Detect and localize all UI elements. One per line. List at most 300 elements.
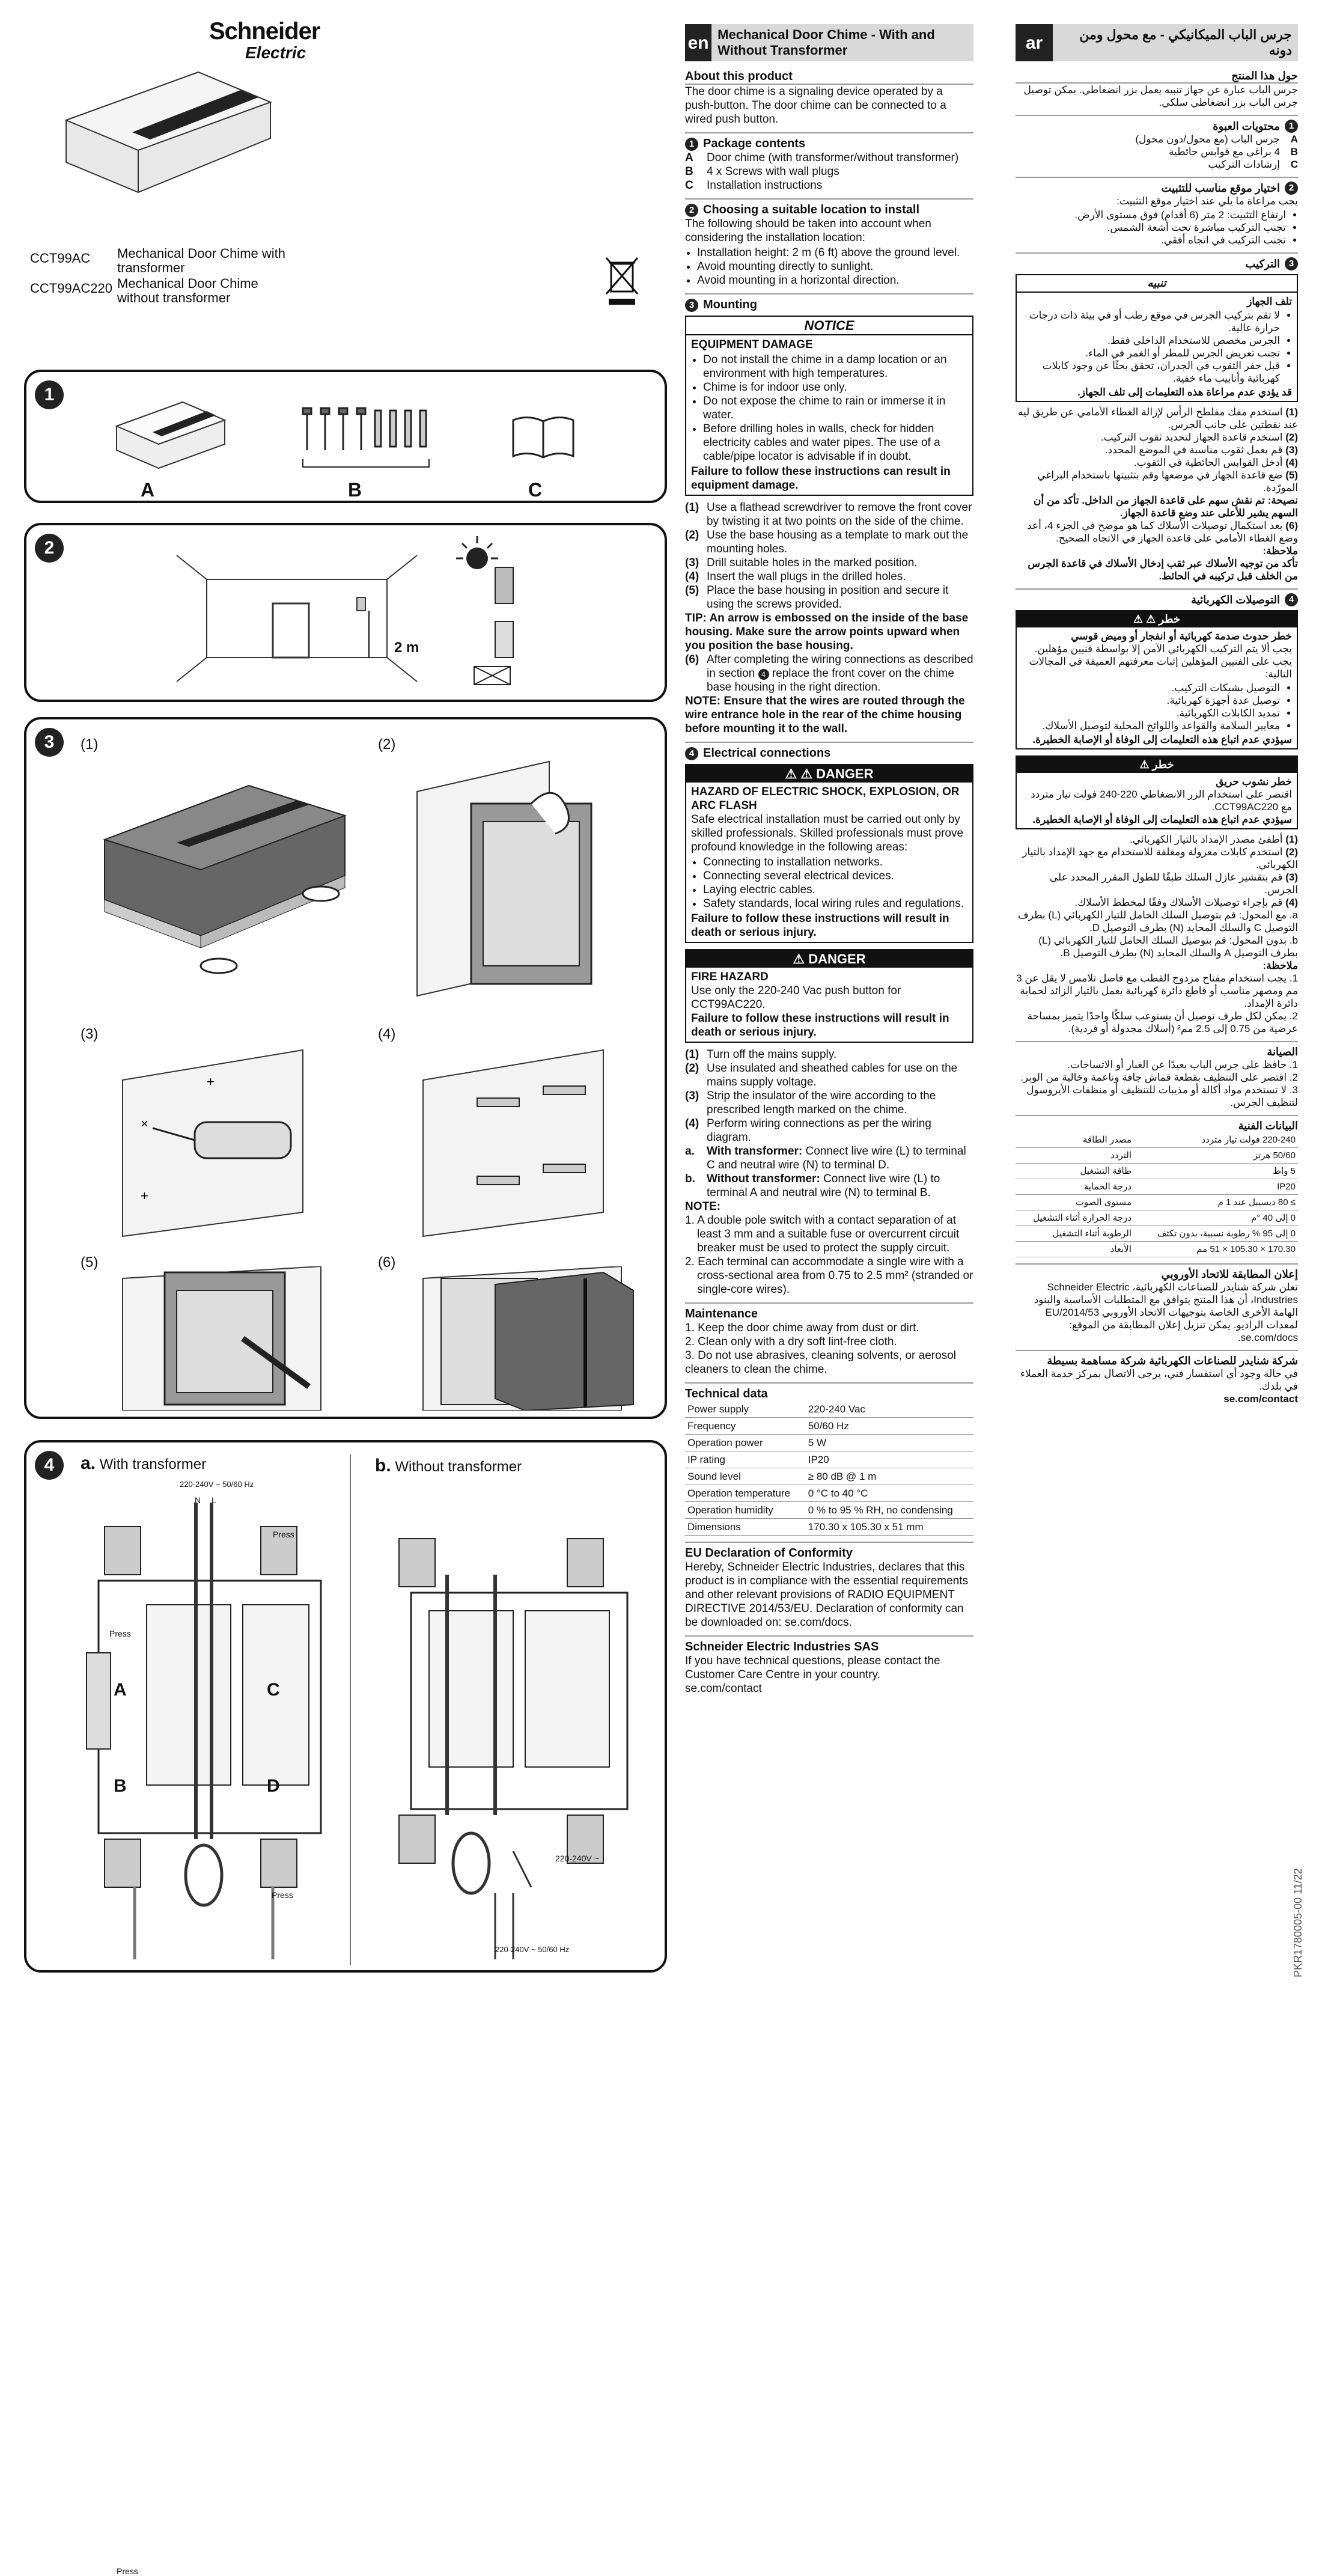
en-danger-box-1 (685, 764, 973, 943)
table-row (1016, 1164, 1298, 1179)
step-text: Connect live wire (L) to terminal C and neutral wire (N) to terminal D. (707, 1145, 966, 1171)
step-key: (1) (685, 501, 699, 514)
en-maint-list (685, 1321, 973, 1376)
ar-tech-table (1016, 1132, 1298, 1257)
ar-s1-items (1016, 133, 1298, 171)
wiring-b-heading (375, 1456, 522, 1476)
ar-sas-text: في حالة وجود أي استفسار فني، يرجى الاتصال بمركز خدمة العملاء في بلدك. (1020, 1368, 1298, 1392)
insert-plugs-diagram (405, 1044, 657, 1242)
item-value: جرس الباب (مع محول/دون محول) (1135, 133, 1280, 145)
table-row (685, 1485, 973, 1502)
en-step6 (685, 653, 973, 694)
list-item: • Before drilling holes in walls, check for hidden electricity cables and water pipes. The use of a cable/pipe locator is advisable if in doubt. (703, 422, 967, 463)
danger-title: خطر حدوث صدمة كهربائية أو انفجار أو وميض قوسي (1071, 630, 1292, 642)
item-value: 4 براغي مع قوابس حائطية (1168, 146, 1280, 157)
danger-text: اقتصر على استخدام الزر الانضغاطي 220-240 فولت تيار متردد مع CCT99AC220. (1031, 789, 1292, 813)
tech-key: مصدر الطاقة (1016, 1132, 1134, 1148)
section-title: Electrical connections (703, 746, 831, 760)
en-s1-heading (685, 132, 973, 151)
tech-key: التردد (1016, 1148, 1134, 1164)
step-key: (2) (685, 1062, 699, 1075)
en-notes (685, 1213, 973, 1296)
ar-s2-heading (1016, 177, 1298, 195)
tech-value: 220-240 Vac (806, 1401, 973, 1418)
danger-footer: Failure to follow these instructions will result in death or serious injury. (691, 1012, 949, 1039)
ar-sas-heading: شركة شنايدر للصناعات الكهربائية شركة مساهمة بسيطة (1016, 1350, 1298, 1367)
tech-value: 50/60 هرتز (1134, 1148, 1298, 1164)
step-text: قم بتقشير عازل السلك طبقًا للطول المقرر المحدد على الجرس. (1049, 871, 1298, 896)
panel-mounting (24, 717, 667, 1419)
section-title: Mounting (703, 298, 757, 311)
section-title: اختيار موقع مناسب للتثبيت (1161, 182, 1280, 194)
ar-maint-heading: الصيانة (1016, 1041, 1298, 1058)
step-key: (2) (1285, 432, 1298, 443)
step-key: (6) (1285, 520, 1298, 531)
chime-illustration (60, 66, 276, 204)
list-item: • تجنب التركيب مباشرة تحت أشعة الشمس. (1016, 221, 1286, 234)
wiring-a-letter: a. (81, 1453, 96, 1473)
item-key: B (685, 165, 693, 178)
svg-text:×: × (141, 1116, 148, 1131)
en-elec-steps (685, 1048, 973, 1200)
danger-text: Safe electrical installation must be carried out only by skilled professionals. Skilled professionals must prove profound knowledge in the following areas: (691, 813, 964, 853)
ar-tip: نصيحة: تم نقش سهم على قاعدة الجهاز من الداخل. تأكد من أن السهم يشير للأعلى عند وضع قاعدة الجهاز. (1034, 495, 1298, 519)
en-tech-heading: Technical data (685, 1382, 973, 1401)
list-item: • Safety standards, local wiring rules and regulations. (703, 897, 967, 911)
table-row (685, 1519, 973, 1536)
note-item: 1. يجب استخدام مفتاح مزدوج القطب مع فاصل تلامس لا يقل عن 3 مم ومصهر مناسب أو قاطع دائرة كهربائية يعمل بالتيار الزائد لحماية دائرة الإمداد. (1016, 972, 1298, 1009)
mark-holes-diagram (393, 755, 657, 1008)
step-text: Use the base housing as a template to mark out the mounting holes. (707, 529, 969, 555)
ar-s2-list (1016, 209, 1298, 246)
room-diagram (171, 549, 423, 688)
danger-title: FIRE HAZARD (691, 971, 769, 983)
item-key: B (1290, 146, 1298, 157)
step-text: استخدم مفك مفلطح الرأس لإزالة الغطاء الأمامي عن طريق ليه عند نقطتين على جانب الجرس. (1017, 406, 1298, 430)
en-s2-list (685, 246, 973, 287)
tech-key: Dimensions (685, 1519, 806, 1536)
step-key: (4) (685, 570, 699, 583)
tech-value: 0 °C to 40 °C (806, 1485, 973, 1502)
danger-footer: سيؤدي عدم اتباع هذه التعليمات إلى الوفاة أو الإصابة الخطيرة. (1032, 814, 1292, 825)
press-label-a3: Press (117, 2566, 138, 2576)
item-key: C (685, 179, 693, 192)
product-code-1: CCT99AC (30, 251, 91, 266)
table-row (1016, 1210, 1298, 1226)
en-sas-heading: Schneider Electric Industries SAS (685, 1635, 973, 1654)
step-label-1: (1) (81, 736, 99, 752)
brand-sub: Electric (245, 43, 306, 62)
step-text: أطفئ مصدر الإمداد بالتيار الكهربائي. (1130, 834, 1283, 845)
notice-heading: تنبيه (1017, 275, 1297, 293)
section-number: 3 (1285, 257, 1298, 270)
table-row (685, 1435, 973, 1451)
en-contact-link[interactable]: se.com/contact (685, 1682, 762, 1695)
en-about-text: The door chime is a signaling device operated by a push-button. The door chime can be connected to a wired push button. (685, 85, 946, 126)
ar-note-mount: تأكد من توجيه الأسلاك عبر ثقب إدخال الأسلاك في قاعدة الجرس من الخلف قبل تركيبه في الحائط. (1028, 558, 1298, 582)
en-s2-heading (685, 198, 973, 217)
item-key: C (1290, 159, 1298, 170)
ar-note-mount-heading: ملاحظة: (1263, 545, 1298, 557)
table-row (1016, 1195, 1298, 1210)
step-text: Strip the insulator of the wire according to the prescribed length marked on the chime. (707, 1090, 936, 1116)
ar-wiring-a: a. مع المحول: قم بتوصيل السلك الحامل للتيار الكهربائي (L) بطرف التوصيل C والسلك المحايد (N) بطرف التوصيل D. (1018, 909, 1298, 933)
table-row (685, 1401, 973, 1418)
notice-title: EQUIPMENT DAMAGE (691, 338, 813, 351)
en-header (685, 24, 973, 61)
tech-key: درجة الحماية (1016, 1179, 1134, 1195)
danger-label: خطر (1152, 758, 1174, 771)
en-s1-items (685, 151, 973, 192)
tech-key: Sound level (685, 1468, 806, 1485)
tech-key: مستوى الصوت (1016, 1195, 1134, 1210)
terminal-c: C (267, 1680, 280, 1700)
table-row (1016, 1242, 1298, 1257)
section-title: Package contents (703, 137, 806, 150)
danger-text: يجب ألا يتم التركيب الكهربائي الآمن إلا بواسطة فنيين مؤهلين. يجب على الفنيين المؤهلين إثبات معرفتهم العميقة في المجالات التالية: (1029, 643, 1292, 680)
tech-key: IP rating (685, 1451, 806, 1468)
label-a: A (141, 479, 155, 501)
en-eu-text: Hereby, Schneider Electric Industries, declares that this product is in compliance with the essential requirements and other relevant provisions of RADIO EQUIPMENT DIRECTIVE 2014/53/EU. Declaration of conformity can be downloaded on: se.com/docs. (685, 1561, 969, 1629)
press-label-a4: Press (272, 1890, 293, 1900)
en-about-heading: About this product (685, 70, 973, 85)
step-key: (3) (685, 1090, 699, 1102)
label-b: B (348, 479, 362, 501)
danger-heading (686, 950, 972, 968)
tech-value: 0 إلى 40 °م (1134, 1210, 1298, 1226)
panel-package-contents (24, 370, 667, 503)
step-key: (3) (685, 557, 699, 569)
list-item: • Connecting several electrical devices. (703, 869, 967, 883)
en-tech-table (685, 1401, 973, 1536)
en-mount-steps (685, 501, 973, 611)
tech-value: 0 إلى 95 % رطوبة نسبية، بدون تكثف (1134, 1226, 1298, 1242)
ar-s2-intro: يجب مراعاة ما يلي عند اختيار موقع التثبيت: (1116, 195, 1298, 207)
section-number: 2 (685, 204, 698, 217)
ar-s3-heading (1016, 252, 1298, 270)
list-item: • Connecting to installation networks. (703, 855, 967, 869)
list-item: 2. اقتصر على التنظيف بقطعة قماش جافة وناعمة وخالية من الوبر. (1020, 1072, 1298, 1083)
tech-value: 5 واط (1134, 1164, 1298, 1179)
en-maint-heading: Maintenance (685, 1302, 973, 1321)
table-row (685, 1451, 973, 1468)
danger-label: DANGER (808, 951, 866, 966)
press-label-a2: Press (273, 1530, 294, 1539)
list-item: • تجنب تعريض الجرس للمطر أو الغمر في الماء. (1022, 347, 1280, 359)
danger-heading (1017, 757, 1297, 773)
en-s4-heading (685, 742, 973, 760)
note-item: 2. يمكن لكل طرف توصيل أن يستوعب سلكًا واحدًا يتميز بمساحة عرضية من 0.75 إلى 2.5 مم² (أسلاك مجدولة أو فردية). (1027, 1010, 1298, 1034)
panel-number: 3 (35, 728, 64, 757)
panel-number: 2 (35, 534, 64, 563)
danger-label: خطر (1159, 613, 1181, 625)
step-bold: Without transformer: (707, 1173, 820, 1185)
terminal-a: A (114, 1680, 127, 1700)
chime-small-icon (105, 396, 237, 480)
wiring-a-label: With transformer (99, 1456, 207, 1473)
supply-label-b: 220-240V ~ (555, 1854, 599, 1863)
en-note-heading: NOTE: (685, 1200, 721, 1213)
tech-key: طاقة التشغيل (1016, 1164, 1134, 1179)
en-s3-heading (685, 293, 973, 312)
section-title: Choosing a suitable location to install (703, 203, 920, 216)
step-text: Use a flathead screwdriver to remove the front cover by twisting it at two points on the side of the chime. (707, 501, 972, 528)
step-text: After completing the wiring connections as described in section (707, 653, 973, 680)
en-sas-text: If you have technical questions, please contact the Customer Care Centre in your country. (685, 1655, 940, 1681)
brand-logo (209, 20, 320, 64)
screws-plugs-icon (291, 402, 447, 474)
step-label-2: (2) (378, 736, 396, 752)
list-item: • Chime is for indoor use only. (703, 380, 967, 394)
secure-base-diagram (105, 1266, 357, 1411)
en-title: Mechanical Door Chime - With and Without Transformer (717, 27, 935, 58)
terminal-d: D (267, 1776, 280, 1796)
remove-cover-diagram (93, 774, 357, 978)
press-label-a1: Press (109, 1629, 131, 1638)
tech-key: Operation power (685, 1435, 806, 1451)
step-key: (4) (1285, 457, 1298, 468)
notice-title: تلف الجهاز (1247, 296, 1292, 307)
notice-footer: Failure to follow these instructions can result in equipment damage. (691, 465, 951, 492)
ar-mount-steps (1016, 406, 1298, 494)
supply-label-b2: 220-240V ~ 50/60 Hz (495, 1945, 570, 1954)
step-key: (1) (1285, 834, 1298, 845)
step-key: (1) (1285, 406, 1298, 418)
tech-key: Operation temperature (685, 1485, 806, 1502)
item-key: A (1290, 133, 1298, 145)
wiring-diagram-b (387, 1503, 651, 1965)
ar-wiring-b: b. بدون المحول: قم بتوصيل السلك الحامل للتيار الكهربائي (L) بطرف التوصيل A والسلك المحايد (N) بطرف التوصيل B. (1038, 935, 1298, 959)
step-key: (4) (685, 1117, 699, 1130)
en-s2-intro: The following should be taken into account when considering the installation location: (685, 218, 931, 244)
tech-key: الأبعاد (1016, 1242, 1134, 1257)
notice-footer: قد يؤدي عدم مراعاة هذه التعليمات إلى تلف الجهاز. (1077, 386, 1292, 398)
tech-value: 170.30 x 105.30 x 51 mm (806, 1519, 973, 1536)
step-key: a. (685, 1145, 695, 1158)
table-row (1016, 1179, 1298, 1195)
ar-eu-text: تعلن شركة شنايدر للصناعات الكهربائية، Schneider Electric Industries، أن هذا المنتج يتوافق مع المتطلبات الأساسية والبنود الهامة الأخرى الخاصة بتوجيهات الاتحاد الأوروبي 2014/53/EU لمعدات الراديو. يمكن تنزيل إعلان المطابقة من الموقع: se.com/docs. (1034, 1281, 1298, 1343)
divider (350, 1454, 351, 1965)
list-item: • الجرس مخصص للاستخدام الداخلي فقط. (1022, 334, 1280, 347)
instructions-book-icon (507, 408, 579, 468)
ar-danger-box-2 (1016, 755, 1298, 829)
en-lang-badge: en (685, 24, 711, 61)
no-sunlight-icon (441, 531, 537, 700)
en-note-mount: NOTE: Ensure that the wires are routed through the wire entrance hole in the rear of the chime housing before mounting it to the wall. (685, 695, 965, 735)
list-item: • تمديد الكابلات الكهربائية. (1022, 707, 1280, 719)
section-number: 2 (1285, 182, 1298, 195)
n-label-a: N (195, 1495, 201, 1505)
en-notice-box (685, 316, 973, 496)
wiring-b-letter: b. (375, 1456, 391, 1476)
step-text: Drill suitable holes in the marked position. (707, 557, 918, 569)
height-label: 2 m (394, 639, 419, 656)
english-column (685, 24, 973, 1695)
wiring-b-label: Without transformer (395, 1459, 522, 1475)
item-value: 4 x Screws with wall plugs (707, 165, 839, 178)
list-item: • Do not install the chime in a damp location or an environment with high temperatures. (703, 353, 967, 380)
list-item: 2. Clean only with a dry soft lint-free cloth. (685, 1335, 897, 1348)
section-number: 4 (685, 747, 698, 760)
list-item: • قبل حفر الثقوب في الجدران، تحقق بحثًا عن وجود كابلات كهربائية وأنابيب ماء خفية. (1022, 359, 1280, 385)
danger-title: HAZARD OF ELECTRIC SHOCK, EXPLOSION, OR ARC FLASH (691, 786, 960, 812)
tech-value: 170.30 × 105.30 × 51 مم (1134, 1242, 1298, 1257)
section-number: 4 (1285, 593, 1298, 606)
section-number: 1 (685, 138, 698, 151)
step-text: Turn off the mains supply. (707, 1048, 837, 1061)
l-label-a: L (212, 1495, 216, 1505)
tech-value: 5 W (806, 1435, 973, 1451)
list-item: • Laying electric cables. (703, 883, 967, 897)
weee-bin-icon (604, 255, 640, 307)
ar-s1-heading (1016, 115, 1298, 133)
step-text: قم بعمل ثقوب مناسبة في الموضع المحدد. (1104, 444, 1283, 456)
list-item: • لا تقم بتركيب الجرس في موقع رطب أو في بيئة ذات درجات حرارة عالية. (1022, 309, 1280, 334)
list-item: • تجنب التركيب في اتجاه أفقي. (1016, 234, 1286, 246)
panel-number: 4 (35, 1451, 64, 1480)
warning-icon: ⚠ (793, 951, 809, 966)
label-c: C (528, 479, 543, 501)
svg-text:+: + (207, 1074, 215, 1089)
step-text: ضع قاعدة الجهاز في موضعها وقم بتثبيتها باستخدام البراغي المورّدة. (1037, 469, 1298, 493)
ar-lang-badge: ar (1016, 24, 1053, 61)
list-item: • Installation height: 2 m (6 ft) above the ground level. (697, 246, 973, 260)
table-row (685, 1418, 973, 1435)
panel-wiring (24, 1440, 667, 2576)
svg-text:+: + (141, 1188, 148, 1203)
ar-notice-box (1016, 274, 1298, 402)
danger-heading (1017, 611, 1297, 627)
step-text: Connect live wire (L) to terminal A and neutral wire (N) to terminal B. (707, 1173, 940, 1199)
list-item: • التوصيل بشبكات التركيب. (1022, 682, 1280, 694)
danger-text: Use only the 220-240 Vac push button for CCT99AC220. (691, 984, 901, 1011)
tech-value: IP20 (806, 1451, 973, 1468)
document-code: PKR1780005-00 11/22 (1292, 1868, 1304, 1977)
list-item: • Avoid mounting in a horizontal direction. (697, 273, 973, 287)
step-key: (1) (685, 1048, 699, 1061)
step-bold: With transformer: (707, 1145, 803, 1158)
table-row (685, 1502, 973, 1519)
warning-icon: ⚠ ⚠ (785, 766, 817, 781)
list-item: • توصيل عدة أجهزة كهربائية. (1022, 694, 1280, 707)
list-item: • ارتفاع التثبيت: 2 متر (6 أقدام) فوق مستوى الأرض. (1016, 209, 1286, 221)
danger-footer: سيؤدي عدم اتباع هذه التعليمات إلى الوفاة أو الإصابة الخطيرة. (1032, 734, 1292, 745)
section-ref: 4 (758, 669, 769, 680)
note-item: 2. Each terminal can accommodate a single wire with a cross-sectional area from 0.75 to 2.5 mm² (stranded or single-core wires). (685, 1256, 973, 1296)
step-key: (2) (1285, 846, 1298, 858)
item-value: Door chime (with transformer/without transformer) (707, 151, 959, 164)
tech-key: Power supply (685, 1401, 806, 1418)
tech-value: 0 % to 95 % RH, no condensing (806, 1502, 973, 1519)
table-row (1016, 1132, 1298, 1148)
step-text: replace the front cover on the chime base housing in the right direction. (707, 667, 954, 694)
ar-step6: بعد استكمال توصيلات الأسلاك كما هو موضح في الجزء 4، أعد وضع الغطاء الأمامي على قاعدة الجهاز في الاتجاه الصحيح. (1027, 520, 1298, 544)
step-label-5: (5) (81, 1254, 99, 1271)
product-desc-1: Mechanical Door Chime with transformer (117, 246, 285, 275)
step-text: Perform wiring connections as per the wiring diagram. (707, 1117, 931, 1144)
ar-danger-box-1 (1016, 610, 1298, 749)
tech-key: Frequency (685, 1418, 806, 1435)
list-item: 1. Keep the door chime away from dust or dirt. (685, 1322, 919, 1334)
step-key: (2) (685, 529, 699, 542)
step-text: استخدم كابلات معزولة ومغلفة للاستخدام مع جهد الإمداد بالتيار الكهربائي. (1022, 846, 1298, 870)
en-eu-heading: EU Declaration of Conformity (685, 1542, 973, 1560)
terminal-b: B (114, 1776, 127, 1796)
replace-cover-diagram (405, 1266, 657, 1411)
section-number: 3 (685, 299, 698, 312)
ar-s4-heading (1016, 588, 1298, 606)
step-text: استخدم قاعدة الجهاز لتحديد ثقوب التركيب. (1100, 432, 1283, 443)
product-code-2: CCT99AC220 (30, 281, 112, 296)
en-danger-box-2 (685, 949, 973, 1043)
tech-key: الرطوبة أثناء التشغيل (1016, 1226, 1134, 1242)
ar-about-text: جرس الباب عبارة عن جهاز تنبيه يعمل بزر انضغاطي. يمكن توصيل جرس الباب بزر انضغاطي سلكي. (1023, 84, 1298, 108)
step-text: Place the base housing in position and secure it using the screws provided. (707, 584, 949, 611)
table-row (685, 1468, 973, 1485)
tech-value: ≥ 80 ديسيبل عند 1 م (1134, 1195, 1298, 1210)
danger-title: خطر نشوب حريق (1216, 776, 1292, 787)
table-row (1016, 1226, 1298, 1242)
tech-key: Operation humidity (685, 1502, 806, 1519)
ar-title: جرس الباب الميكانيكي - مع محول ومن دونه (1079, 27, 1292, 58)
note-item: 1. A double pole switch with a contact separation of at least 3 mm and a suitable fuse or overcurrent circuit breaker must be used to protect the supply circuit. (685, 1214, 960, 1254)
wiring-a-heading (81, 1453, 206, 1474)
table-row (1016, 1148, 1298, 1164)
step-key: (5) (685, 584, 699, 597)
brand-name: Schneider (209, 18, 320, 44)
danger-footer: Failure to follow these instructions will result in death or serious injury. (691, 912, 949, 939)
step-text: قم بإجراء توصيلات الأسلاك وفقًا لمخطط الأسلاك. (1074, 897, 1283, 908)
tech-value: 50/60 Hz (806, 1418, 973, 1435)
step-label-3: (3) (81, 1026, 99, 1042)
ar-about-heading: حول هذا المنتج (1016, 70, 1298, 84)
drill-holes-diagram (105, 1044, 357, 1242)
step-key: (5) (1285, 469, 1298, 481)
list-item: • معايير السلامة والقواعد واللوائح المحلية لتوصيل الأسلاك. (1022, 719, 1280, 732)
panel-number: 1 (35, 380, 64, 409)
step-key: (4) (1285, 897, 1298, 908)
item-value: Installation instructions (707, 179, 823, 192)
list-item: • Do not expose the chime to rain or immerse it in water. (703, 394, 967, 422)
danger-label: DANGER (816, 766, 874, 781)
item-value: إرشادات التركيب (1208, 159, 1280, 170)
ar-elec-steps (1016, 833, 1298, 959)
arabic-column (1016, 24, 1298, 1405)
step-key: (6) (685, 653, 699, 666)
step-label-6: (6) (378, 1254, 396, 1271)
ar-tech-heading: البيانات الفنية (1016, 1115, 1298, 1132)
section-title: التوصيلات الكهربائية (1191, 593, 1280, 606)
step-key: (3) (1285, 444, 1298, 456)
list-item: 1. حافظ على جرس الباب بعيدًا عن الغبار أو الاتساخات. (1067, 1059, 1298, 1070)
tech-value: ≥ 80 dB @ 1 m (806, 1468, 973, 1485)
en-tip: TIP: An arrow is embossed on the inside of the base housing. Make sure the arrow points upward when you position the base housing. (685, 612, 969, 652)
warning-icon: ⚠ ⚠ (1133, 613, 1159, 625)
ar-eu-heading: إعلان المطابقة للاتحاد الأوروبي (1016, 1263, 1298, 1281)
step-label-4: (4) (378, 1026, 396, 1042)
warning-icon: ⚠ (1139, 758, 1153, 771)
section-title: التركيب (1245, 257, 1280, 270)
tech-value: 220-240 فولت تيار متردد (1134, 1132, 1298, 1148)
section-number: 1 (1285, 120, 1298, 133)
list-item: 3. لا تستخدم مواد أكالة أو مذيبات للتنظيف أو منظفات الأيروسول لتنظيف الجرس. (1026, 1084, 1298, 1108)
ar-header (1016, 24, 1298, 61)
danger-heading (686, 765, 972, 783)
supply-label-a: 220-240V ~ 50/60 Hz (180, 1480, 254, 1489)
list-item: 3. Do not use abrasives, cleaning solvents, or aerosol cleaners to clean the chime. (685, 1349, 956, 1376)
product-desc-2: Mechanical Door Chime without transformer (117, 276, 258, 305)
ar-contact-link[interactable]: se.com/contact (1223, 1393, 1298, 1405)
